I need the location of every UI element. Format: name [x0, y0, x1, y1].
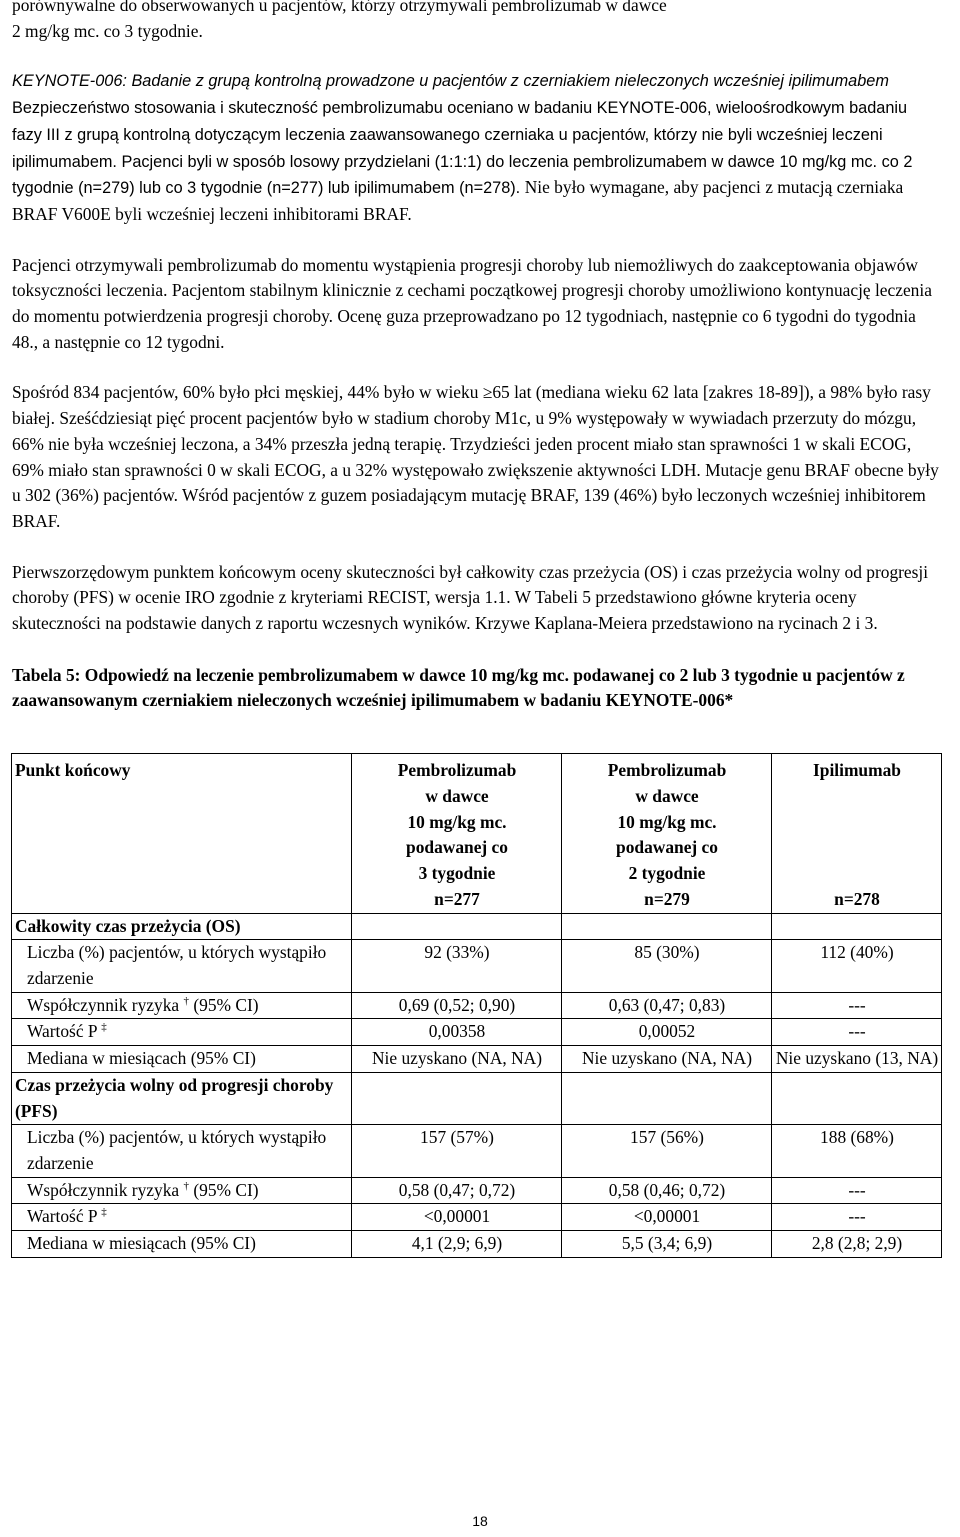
table-caption: Tabela 5: Odpowiedź na leczenie pembrolizumabem w dawce 10 mg/kg mc. podawanej co 2 lub 3 tygodnie u pacjentów z zaawansowanym czerniakiem nieleczonych wcześniej ipilimumabem w badaniu KEYNOTE-006* — [12, 664, 905, 711]
os-section-label: Całkowity czas przeżycia (OS) — [12, 913, 352, 940]
row-label-p-value: Wartość P ‡ — [12, 1019, 352, 1046]
header-ipilimumab-n: n=278 — [834, 888, 880, 909]
row-label-events: Liczba (%) pacjentów, u których wystąpiło zdarzenie — [12, 1125, 352, 1177]
demographics-text-a: Spośród 834 pacjentów, 60% było płci męskiej, 44% było w wieku — [12, 382, 483, 403]
row-label-p-value: Wartość P ‡ — [12, 1204, 352, 1231]
table-row: Liczba (%) pacjentów, u których wystąpiło zdarzenie 157 (57%) 157 (56%) 188 (68%) — [12, 1125, 942, 1177]
treatment-paragraph: Pacjenci otrzymywali pembrolizumab do momentu wystąpienia progresji choroby lub niemożliwych do zaakceptowania objawów toksyczności leczenia. Pacjentom stabilnym klinicznie z cechami początkowej progresji choroby umożliwiono kontynuację leczenia do momentu potwierdzenia progresji choroby. Ocenę guza przeprowadzano po 12 tygodniach, następnie co 6 tygodni do tygodnia 48., a następnie co 12 tygodni. — [12, 254, 932, 352]
document-page — [12, 0, 940, 1258]
design-text-b: wieloośrodkowym badaniu fazy III z grupą kontrolną dotyczącym leczenia zaawansowanego czerniaka u pacjentów, którzy nie byli wcześniej leczeni ipilimumabem. Pacjenci byli w sposób losowy przydzielani (1:1:1) do leczenia pembrolizumabem w dawce 10 mg/kg mc. co 2 tygodnie (n=279) lub co 3 tygodnie (n=277) lub ipilimumabem (n=278). — [12, 99, 913, 198]
pfs-section-label: Czas przeżycia wolny od progresji choroby (PFS) — [12, 1072, 352, 1124]
page-number: 18 — [472, 1513, 488, 1529]
demographics-paragraph — [12, 380, 940, 534]
row-label-median: Mediana w miesiącach (95% CI) — [12, 1231, 352, 1258]
table-section-row — [12, 1072, 942, 1124]
intro-line-1: porównywalne do obserwowanych u pacjentów, którzy otrzymywali pembrolizumab w dawce — [12, 0, 667, 15]
intro-paragraph — [12, 0, 940, 44]
header-pembro-q3w-n: n=277 — [434, 888, 480, 909]
table-row: Wartość P ‡ 0,00358 0,00052 --- — [12, 1019, 942, 1046]
row-label-hazard-ratio: Współczynnik ryzyka † (95% CI) — [12, 1177, 352, 1204]
header-pembro-q2w-n: n=279 — [644, 888, 690, 909]
table-section-row — [12, 913, 942, 940]
table-row: Mediana w miesiącach (95% CI) 4,1 (2,9; 6,9) 5,5 (3,4; 6,9) 2,8 (2,8; 2,9) — [12, 1231, 942, 1258]
table-row: Liczba (%) pacjentów, u których wystąpiło zdarzenie 92 (33%) 85 (30%) 112 (40%) — [12, 940, 942, 992]
header-endpoint: Punkt końcowy — [12, 754, 352, 913]
demographics-text-b: 65 lat (mediana wieku 62 lata [zakres 18-89]), a 98% było rasy białej. Sześćdziesiąt pięć procent pacjentów było w stadium choroby M1c, u 9% występowały w wywiadach przerzuty do mózgu, 66% nie była wcześniej leczona, a 34% przeszła jedną terapię. Trzydzieści jeden procent miało stan sprawności 1 w skali ECOG, 69% miało stan sprawności 0 w skali ECOG, a u 32% występowało zwiększenie aktywności LDH. Mutacje genu BRAF obecne były u 302 (36%) pacjentów. Wśród pacjentów z guzem posiadającym mutację BRAF, 139 (46%) było leczonych wcześniej inhibitorem BRAF. — [12, 382, 939, 531]
greater-equal-sign: ≥ — [482, 382, 493, 403]
header-pembro-q3w: Pembrolizumab w dawce 10 mg/kg mc. podawanej co 3 tygodnie n=277 — [352, 754, 562, 913]
table-header-row — [12, 754, 942, 913]
table-row: Współczynnik ryzyka † (95% CI) 0,69 (0,52; 0,90) 0,63 (0,47; 0,83) --- — [12, 992, 942, 1019]
study-heading: KEYNOTE-006: Badanie z grupą kontrolną prowadzone u pacjentów z czerniakiem nieleczonych wcześniej ipilimumabem — [12, 72, 889, 91]
table-row: Współczynnik ryzyka † (95% CI) 0,58 (0,47; 0,72) 0,58 (0,46; 0,72) --- — [12, 1177, 942, 1204]
row-label-median: Mediana w miesiącach (95% CI) — [12, 1046, 352, 1073]
intro-line-2: 2 mg/kg mc. co 3 tygodnie. — [12, 20, 203, 41]
efficacy-table — [11, 753, 942, 1258]
header-pembro-q2w: Pembrolizumab w dawce 10 mg/kg mc. podawanej co 2 tygodnie n=279 — [562, 754, 772, 913]
row-label-events: Liczba (%) pacjentów, u których wystąpiło zdarzenie — [12, 940, 352, 992]
design-text-c: Nie było wymagane, aby pacjenci z mutacją czerniaka BRAF V600E byli wcześniej leczeni inhibitorami BRAF. — [12, 177, 904, 224]
design-text-a: Bezpieczeństwo stosowania i skuteczność pembrolizumabu oceniano w badaniu KEYNOTE-006, — [12, 99, 717, 118]
endpoints-paragraph: Pierwszorzędowym punktem końcowym oceny skuteczności był całkowity czas przeżycia (OS) i czas przeżycia wolny od progresji choroby (PFS) w ocenie IRO zgodnie z kryteriami RECIST, wersja 1.1. W Tabeli 5 przedstawiono główne kryteria oceny skuteczności na podstawie danych z raportu wczesnych wyników. Krzywe Kaplana-Meiera przedstawiono na rycinach 2 i 3. — [12, 561, 929, 634]
design-paragraph — [12, 95, 940, 228]
header-ipilimumab: Ipilimumab n=278 — [772, 754, 942, 913]
table-row: Mediana w miesiącach (95% CI) Nie uzyskano (NA, NA) Nie uzyskano (NA, NA) Nie uzyskano (13, NA) — [12, 1046, 942, 1073]
row-label-hazard-ratio: Współczynnik ryzyka † (95% CI) — [12, 992, 352, 1019]
table-row: Wartość P ‡ <0,00001 <0,00001 --- — [12, 1204, 942, 1231]
